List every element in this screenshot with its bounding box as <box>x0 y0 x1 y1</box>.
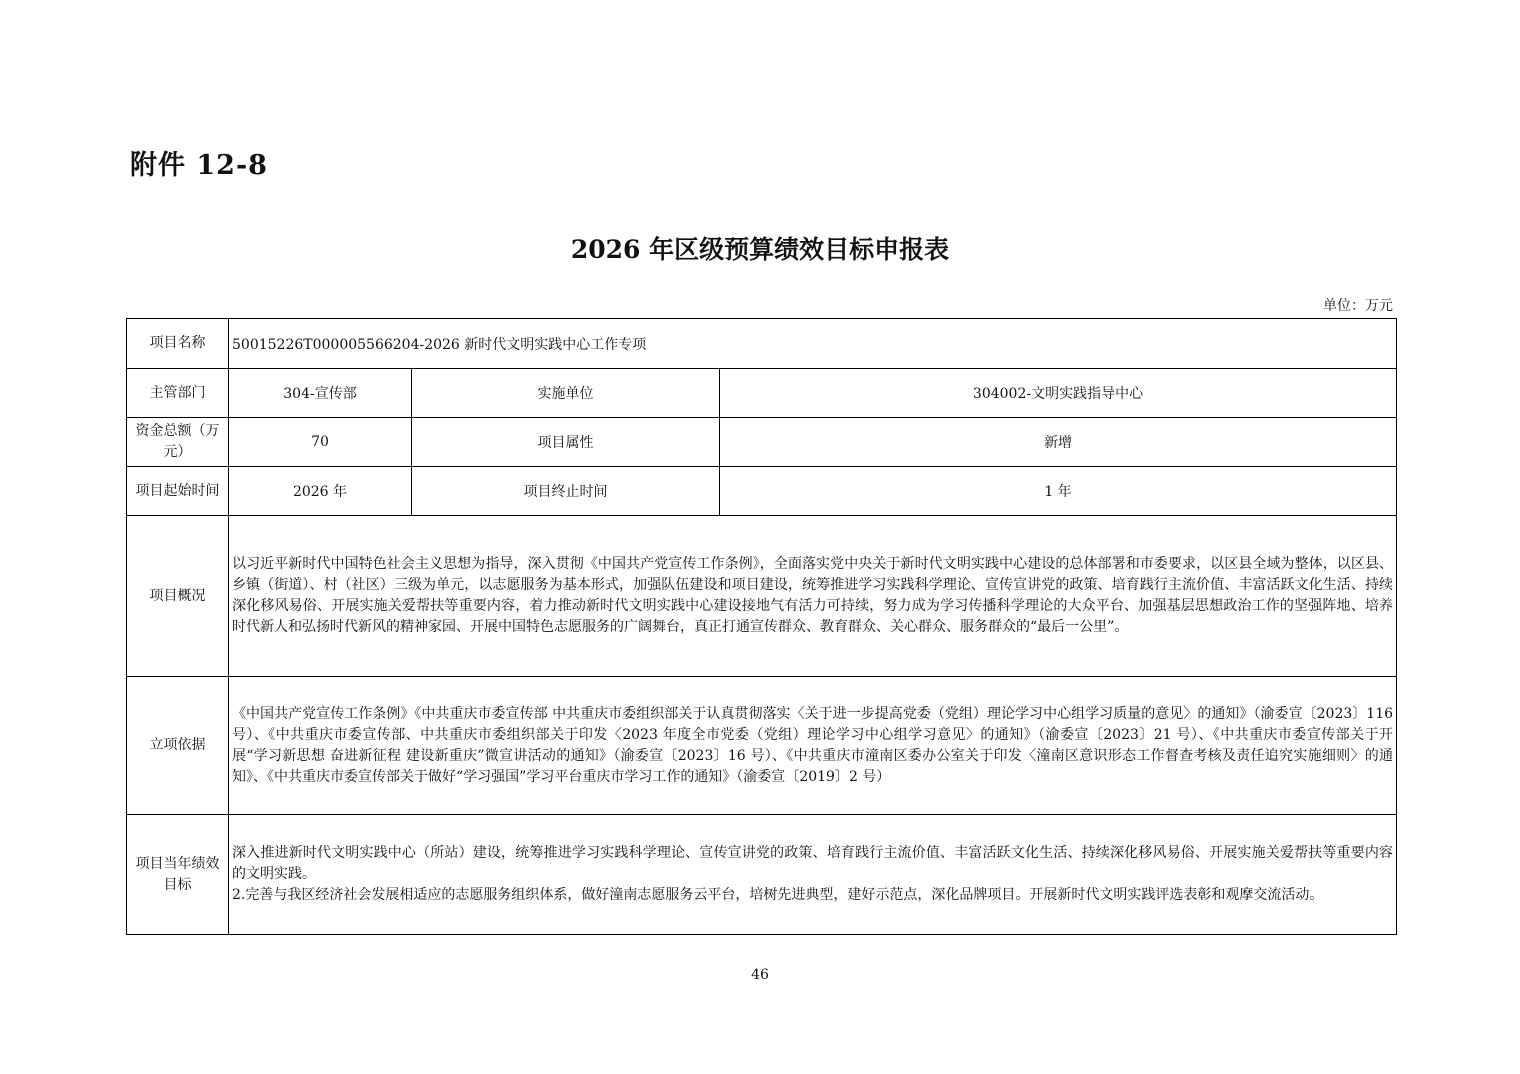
funds-value: 70 <box>229 418 412 467</box>
attr-label: 项目属性 <box>412 418 720 467</box>
goal-value <box>229 815 1397 935</box>
dept-label: 主管部门 <box>127 369 229 418</box>
document-title: 2026 年区级预算绩效目标申报表 <box>570 235 950 264</box>
basis-value: 《中国共产党宣传工作条例》《中共重庆市委宣传部 中共重庆市委组织部关于认真贯彻落实〈关于进一步提高党委（党组）理论学习中心组学习质量的意见〉的通知》（渝委宣〔2023〕116 号）、《中共重庆市委宣传部、中共重庆市委组织部关于印发〈2023 年度全市党委（党组）理论学习中心组学习意见〉的通知》（渝委宣〔2023〕21 号）、《中共重庆市委宣传部关于开展“学习新思想 奋进新征程 建设新重庆”微宣讲活动的通知》（渝委宣〔2023〕16 号）、《中共重庆市潼南区委办公室关于印发〈潼南区意识形态工作督查考核及责任追究实施细则〉的通知》、《中共重庆市委宣传部关于做好“学习强国”学习平台重庆市学习工作的通知》（渝委宣〔2019〕2 号） <box>229 677 1397 815</box>
overview-value: 以习近平新时代中国特色社会主义思想为指导，深入贯彻《中国共产党宣传工作条例》，全面落实党中央关于新时代文明实践中心建设的总体部署和市委要求，以区县全域为整体，以区县、乡镇（街道）、村（社区）三级为单元，以志愿服务为基本形式，加强队伍建设和项目建设，统筹推进学习实践科学理论、宣传宣讲党的政策、培育践行主流价值、丰富活跃文化生活、持续深化移风易俗、开展实施关爱帮扶等重要内容，着力推动新时代文明实践中心建设接地气有活力可持续，努力成为学习传播科学理论的大众平台、加强基层思想政治工作的坚强阵地、培养时代新人和弘扬时代新风的精神家园、开展中国特色志愿服务的广阔舞台，真正打通宣传群众、教育群众、关心群众、服务群众的“最后一公里”。 <box>229 516 1397 677</box>
table-row-project-name <box>127 319 1397 369</box>
project-name-value: 50015226T000005566204-2026 新时代文明实践中心工作专项 <box>229 319 1397 369</box>
table-row-goal <box>127 815 1397 935</box>
impl-value: 304002-文明实践指导中心 <box>720 369 1397 418</box>
end-label: 项目终止时间 <box>412 467 720 516</box>
table-row-dates <box>127 467 1397 516</box>
start-label: 项目起始时间 <box>127 467 229 516</box>
table-row-overview <box>127 516 1397 677</box>
table-row-basis <box>127 677 1397 815</box>
dept-value: 304-宣传部 <box>229 369 412 418</box>
budget-performance-table <box>126 318 1397 935</box>
start-value: 2026 年 <box>229 467 412 516</box>
basis-label: 立项依据 <box>127 677 229 815</box>
end-value: 1 年 <box>720 467 1397 516</box>
unit-label: 单位：万元 <box>1323 298 1393 314</box>
goal-label: 项目当年绩效目标 <box>127 815 229 935</box>
overview-label: 项目概况 <box>127 516 229 677</box>
table-row-funds <box>127 418 1397 467</box>
goal-paragraph-2: 2.完善与我区经济社会发展相适应的志愿服务组织体系，做好潼南志愿服务云平台，培树先进典型，建好示范点，深化品牌项目。开展新时代文明实践评选表彰和观摩交流活动。 <box>232 887 1324 903</box>
funds-label: 资金总额（万元） <box>127 418 229 467</box>
impl-label: 实施单位 <box>412 369 720 418</box>
attachment-label: 附件 12-8 <box>130 150 268 181</box>
attr-value: 新增 <box>720 418 1397 467</box>
page-number: 46 <box>751 967 769 983</box>
goal-paragraph-1: 深入推进新时代文明实践中心（所站）建设，统筹推进学习实践科学理论、宣传宣讲党的政策、培育践行主流价值、丰富活跃文化生活、持续深化移风易俗、开展实施关爱帮扶等重要内容的文明实践。 <box>232 845 1394 882</box>
table-row-department <box>127 369 1397 418</box>
project-name-label: 项目名称 <box>127 319 229 369</box>
